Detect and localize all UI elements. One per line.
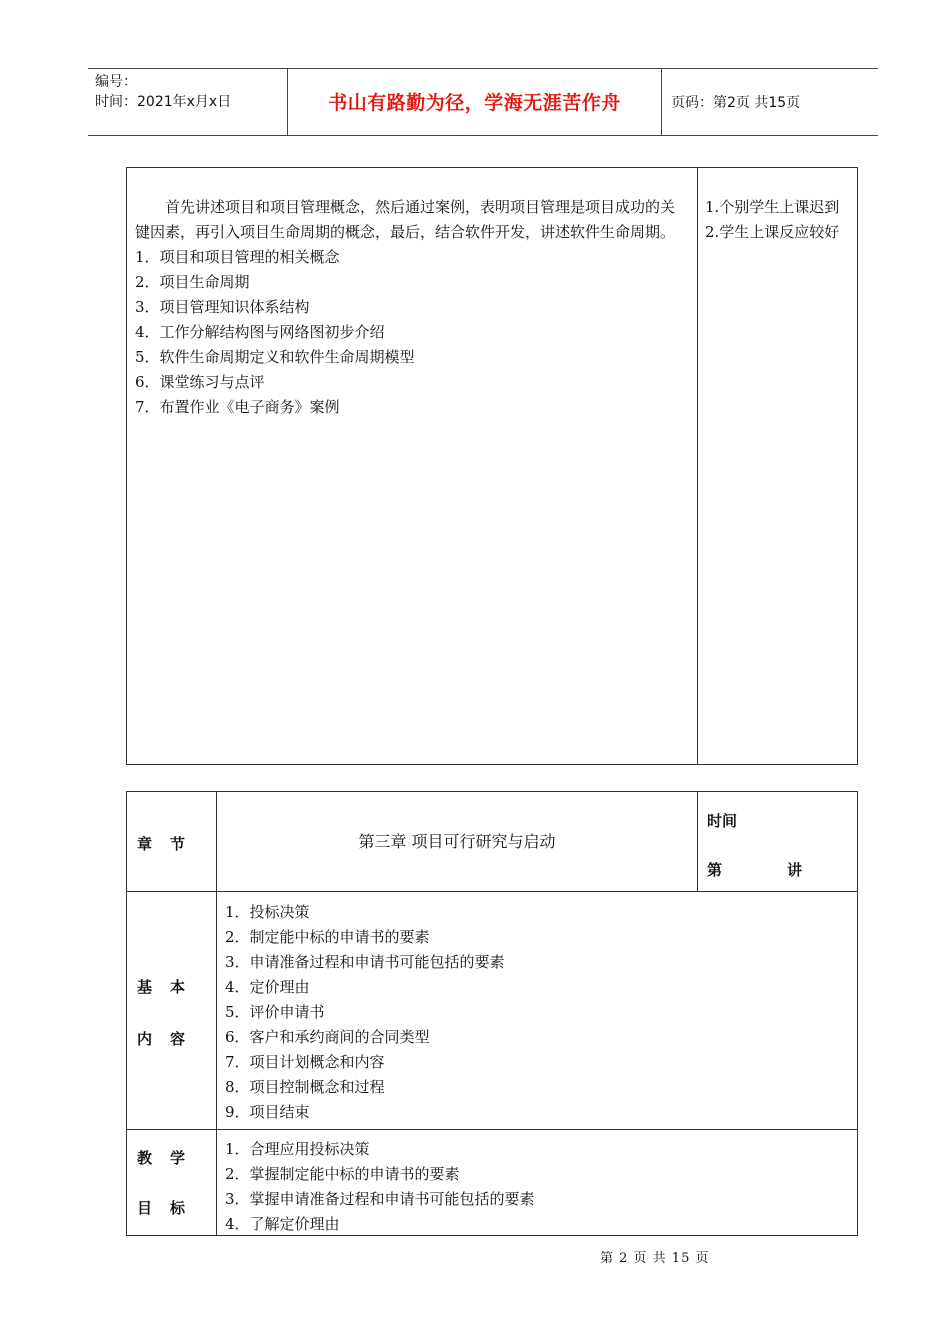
list-item: 3．申请准备过程和申请书可能包括的要素: [225, 953, 505, 971]
chapter-plan-table: [126, 791, 858, 1236]
list-item: 2．项目生命周期: [135, 273, 250, 291]
list-item: 1．项目和项目管理的相关概念: [135, 248, 340, 266]
content-list: [225, 900, 505, 1125]
list-item: 9．项目结束: [225, 1103, 310, 1121]
header-meta: [95, 72, 285, 112]
list-item: 6．客户和承约商间的合同类型: [225, 1028, 430, 1046]
column-divider: [697, 792, 698, 892]
list-item: 5．评价申请书: [225, 1003, 325, 1021]
list-item: 4．定价理由: [225, 978, 310, 996]
serial-label: 编号：: [95, 74, 137, 90]
lecture-di-label: 第: [707, 861, 723, 879]
list-item: 3．掌握申请准备过程和申请书可能包括的要素: [225, 1190, 535, 1208]
list-item: 1．合理应用投标决策: [225, 1140, 370, 1158]
column-divider: [697, 168, 698, 764]
list-item: 4．了解定价理由: [225, 1215, 340, 1233]
list-item: 5．软件生命周期定义和软件生命周期模型: [135, 348, 415, 366]
header-divider: [661, 69, 662, 135]
list-item: 7．布置作业《电子商务》案例: [135, 398, 340, 416]
list-item: 6．课堂练习与点评: [135, 373, 265, 391]
lesson-process-table: [126, 167, 858, 765]
lesson-process-cell: [135, 195, 688, 420]
lecture-jiang-label: 讲: [787, 861, 803, 879]
time-label: 时间: [707, 812, 738, 830]
list-item: 4．工作分解结构图与网络图初步介绍: [135, 323, 385, 341]
goal-label-2: 目标: [137, 1199, 204, 1217]
content-label-2: 内容: [137, 1030, 204, 1048]
time-label: 时间：2021年x月x日: [95, 94, 232, 110]
note-item: 2.学生上课反应较好: [705, 223, 840, 241]
list-item: 2．掌握制定能中标的申请书的要素: [225, 1165, 460, 1183]
content-label-1: 基本: [137, 978, 204, 996]
list-item: 7．项目计划概念和内容: [225, 1053, 385, 1071]
list-item: 2．制定能中标的申请书的要素: [225, 928, 430, 946]
row-divider: [127, 1129, 857, 1130]
list-item: 1．投标决策: [225, 903, 310, 921]
list-item: 8．项目控制概念和过程: [225, 1078, 385, 1096]
chapter-title: 第三章 项目可行研究与启动: [358, 832, 556, 851]
header-motto: 书山有路勤为径，学海无涯苦作舟: [328, 92, 621, 114]
chapter-label: 章节: [137, 835, 204, 853]
note-item: 1.个别学生上课迟到: [705, 198, 840, 216]
goal-label-1: 教学: [137, 1149, 204, 1167]
page-footer: 第 2 页 共 15 页: [600, 1251, 710, 1266]
intro-paragraph: 首先讲述项目和项目管理概念，然后通过案例，表明项目管理是项目成功的关键因素，再引入项目生命周期的概念，最后，结合软件开发，讲述软件生命周期。: [135, 198, 676, 241]
list-item: 3．项目管理知识体系结构: [135, 298, 310, 316]
page-header: [88, 68, 878, 136]
header-page-info: 页码：第2页 共15页: [671, 95, 801, 111]
goal-list: [225, 1137, 535, 1237]
notes-cell: [705, 195, 853, 245]
